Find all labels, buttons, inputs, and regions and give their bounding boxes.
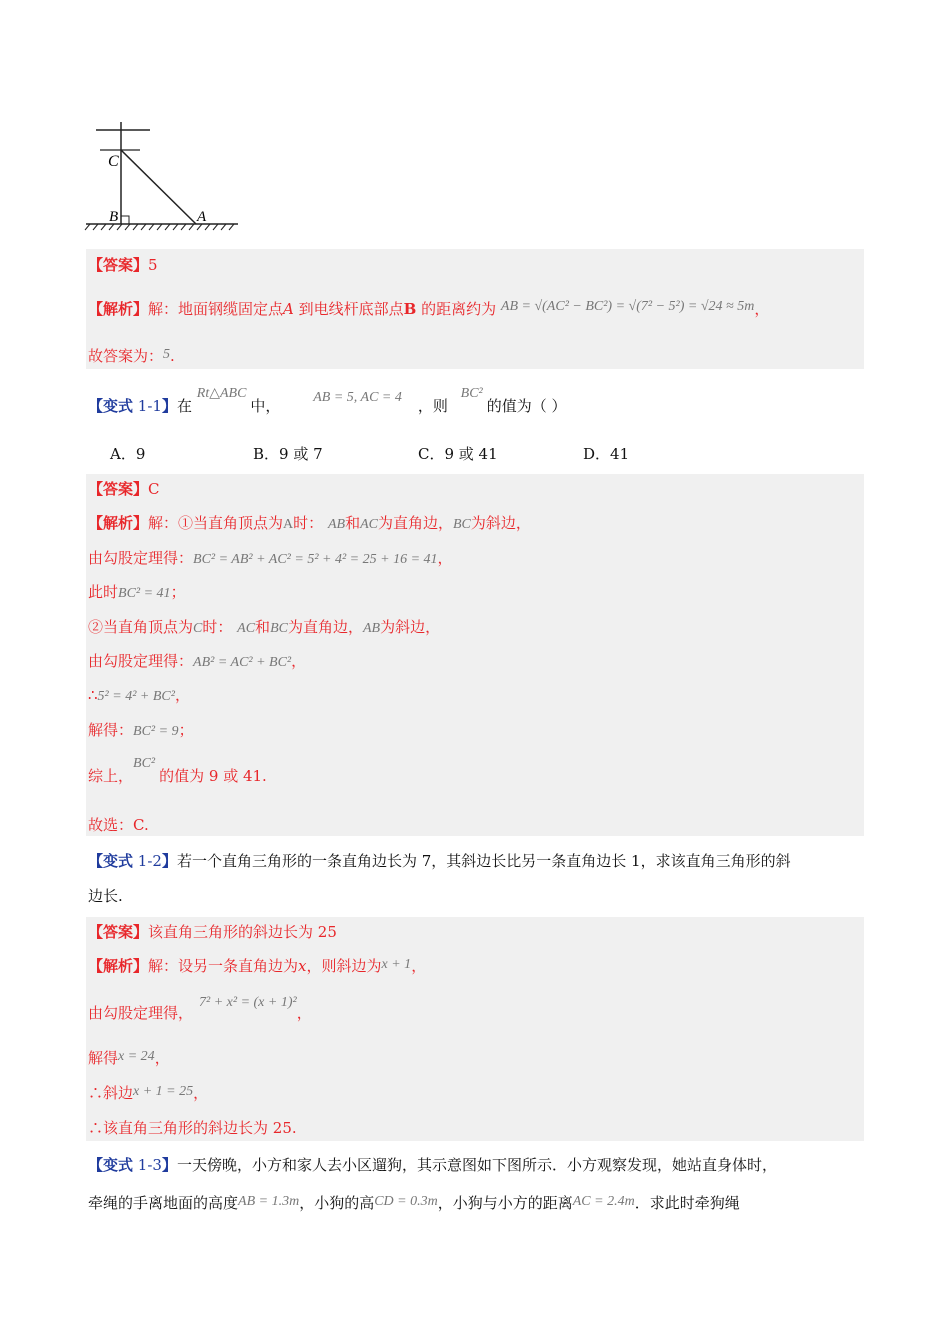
option-c[interactable]: C．9 或 41	[418, 445, 498, 463]
analysis-1: 【解析】解：地面钢缆固定点A 到电线杆底部点B 的距离约为 AB = √(AC² − BC²) = √(7² − 5²) = √24 ≈ 5m，	[88, 299, 770, 318]
solution-block-3	[86, 917, 864, 1141]
analysis-2-line-1: 【解析】解：①当直角顶点为A时： AB和AC为直角边，BC为斜边，	[88, 514, 531, 532]
analysis-2-line-4: ②当直角顶点为C时： AC和BC为直角边，AB为斜边，	[88, 618, 441, 636]
variant-1-3-question: 【变式 1-3】一天傍晚，小方和家人去小区遛狗，其示意图如下图所示．小方观察发现，她站直身体时，	[88, 1156, 777, 1174]
analysis-2-line-5: 由勾股定理得：AB² = AC² + BC²，	[88, 652, 307, 670]
answer-1: 【答案】5	[88, 256, 158, 274]
analysis-3-line-1: 【解析】解：设另一条直角边为x，则斜边为x + 1，	[88, 957, 427, 975]
answer-2: 【答案】C	[88, 480, 160, 498]
variant-1-1-question: 【变式 1-1】在 Rt△ABC中， AB = 5, AC = 4 ，则 BC²的值为（ ）	[88, 386, 567, 415]
variant-1-3-question-line-2: 牵绳的手离地面的高度AB = 1.3m，小狗的高CD = 0.3m，小狗与小方的距离AC = 2.4m．求此时牵狗绳	[88, 1194, 740, 1212]
analysis-2-line-7: 解得：BC² = 9；	[88, 721, 194, 739]
analysis-2-line-6: ∴5² = 4² + BC²，	[88, 686, 190, 704]
variant-1-2-question: 【变式 1-2】若一个直角三角形的一条直角边长为 7，其斜边长比另一条直角边长 1，求该直角三角形的斜	[88, 852, 791, 870]
analysis-1-conclusion: 故答案为：5.	[88, 347, 175, 365]
label-b: B	[109, 209, 119, 225]
analysis-2-line-3: 此时BC² = 41；	[88, 583, 186, 601]
pole-cable-figure	[82, 118, 252, 236]
analysis-2-line-2: 由勾股定理得：BC² = AB² + AC² = 5² + 4² = 25 + 16 = 41，	[88, 549, 453, 567]
answer-3: 【答案】该直角三角形的斜边长为 25	[88, 923, 337, 941]
option-b[interactable]: B．9 或 7	[253, 445, 323, 463]
formula-ab: AB = √(AC² − BC²) = √(7² − 5²) = √24 ≈ 5m	[500, 299, 755, 314]
analysis-3-line-3: 解得x = 24，	[88, 1049, 170, 1067]
option-d[interactable]: D．41	[583, 445, 630, 463]
analysis-2-line-8: 综上，BC²的值为 9 或 41.	[88, 756, 267, 785]
analysis-3-line-2: 由勾股定理得，7² + x² = (x + 1)²，	[88, 995, 312, 1022]
label-a: A	[197, 209, 207, 225]
analysis-3-line-5: ∴该直角三角形的斜边长为 25.	[88, 1119, 297, 1137]
analysis-2-line-9: 故选：C.	[88, 816, 149, 834]
analysis-3-line-4: ∴斜边x + 1 = 25，	[88, 1084, 209, 1102]
option-a[interactable]: A．9	[110, 445, 146, 463]
variant-1-2-question-line-2: 边长.	[88, 887, 123, 905]
label-c: C	[108, 153, 119, 170]
